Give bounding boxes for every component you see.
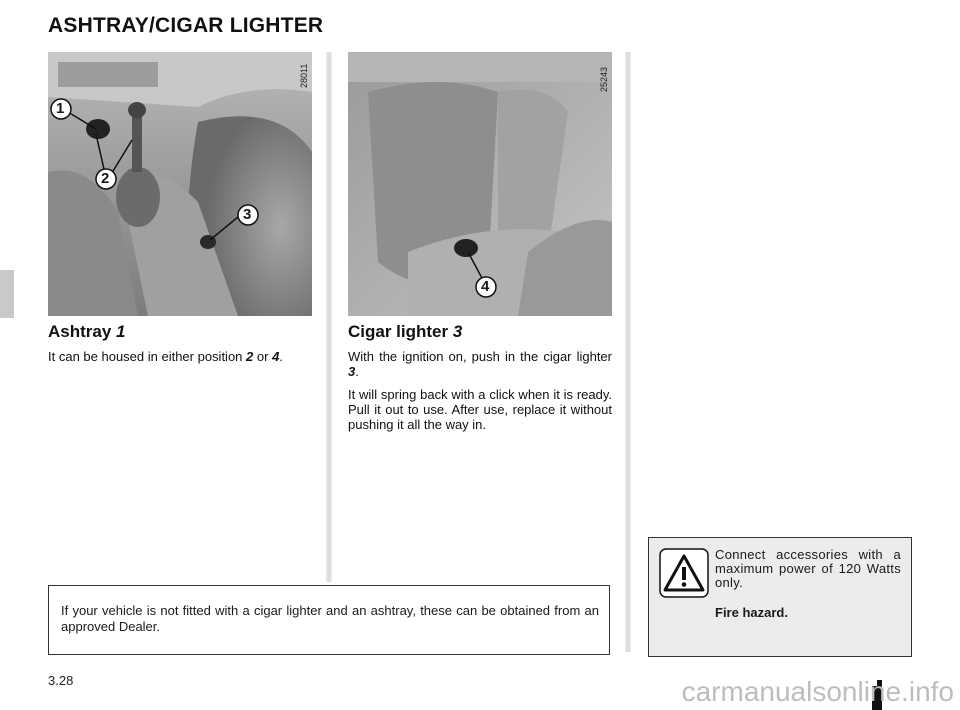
warning-text: Connect accessories with a maximum power of 120 Watts only. xyxy=(715,547,901,590)
cigar-lighter-body xyxy=(348,349,612,440)
cigar-lighter-photo xyxy=(348,52,612,316)
warning-triangle-icon xyxy=(659,548,709,598)
ashtray-body xyxy=(48,349,312,372)
ashtray-heading xyxy=(48,322,126,342)
cigar-lighter-heading xyxy=(348,322,462,342)
callout-4-label: 4 xyxy=(481,278,490,295)
ashtray-heading-ref: 1 xyxy=(116,322,126,341)
dealer-info-text: If your vehicle is not fitted with a cigar lighter and an ashtray, these can be obtained from an approved Dealer. xyxy=(61,603,599,634)
ashtray-ref-4: 4 xyxy=(272,349,280,364)
warning-box xyxy=(648,537,912,657)
photo-code: 25243 xyxy=(599,66,609,92)
ashtray-photo xyxy=(48,52,312,316)
page-title: ASHTRAY/CIGAR LIGHTER xyxy=(48,14,324,37)
ashtray-heading-text: Ashtray xyxy=(48,322,112,341)
page-number: 3.28 xyxy=(48,673,74,688)
callout-3-label: 3 xyxy=(243,206,252,223)
cigar-lighter-heading-ref: 3 xyxy=(452,322,463,341)
chapter-tab xyxy=(0,270,14,318)
ashtray-ref-2: 2 xyxy=(246,349,254,364)
cigar-lighter-para1: With the ignition on, push in the cigar lighter xyxy=(348,349,612,364)
ashtray-body-text: It can be housed in either position xyxy=(48,349,247,364)
ashtray-photo-callouts xyxy=(48,52,312,316)
callout-2-label: 2 xyxy=(101,170,110,187)
cigar-lighter-para2: It will spring back with a click when it is ready. Pull it out to use. After use, replace it without pushing it all the way in. xyxy=(348,387,612,432)
cigar-lighter-photo-callouts xyxy=(348,52,612,316)
warning-emphasis: Fire hazard. xyxy=(715,605,788,620)
ashtray-body-end: . xyxy=(279,349,283,364)
dealer-info-box xyxy=(48,585,610,655)
cigar-lighter-para1-end: . xyxy=(355,364,359,379)
photo-code: 28011 xyxy=(299,63,309,88)
column-divider xyxy=(326,52,332,582)
column-divider-right xyxy=(625,52,631,652)
cigar-lighter-ref-3: 3 xyxy=(348,364,356,379)
ashtray-body-or: or xyxy=(253,349,273,364)
callout-1-label: 1 xyxy=(56,100,65,117)
cigar-lighter-heading-text: Cigar lighter xyxy=(348,322,449,341)
watermark: carmanualsonline.info xyxy=(681,676,954,707)
